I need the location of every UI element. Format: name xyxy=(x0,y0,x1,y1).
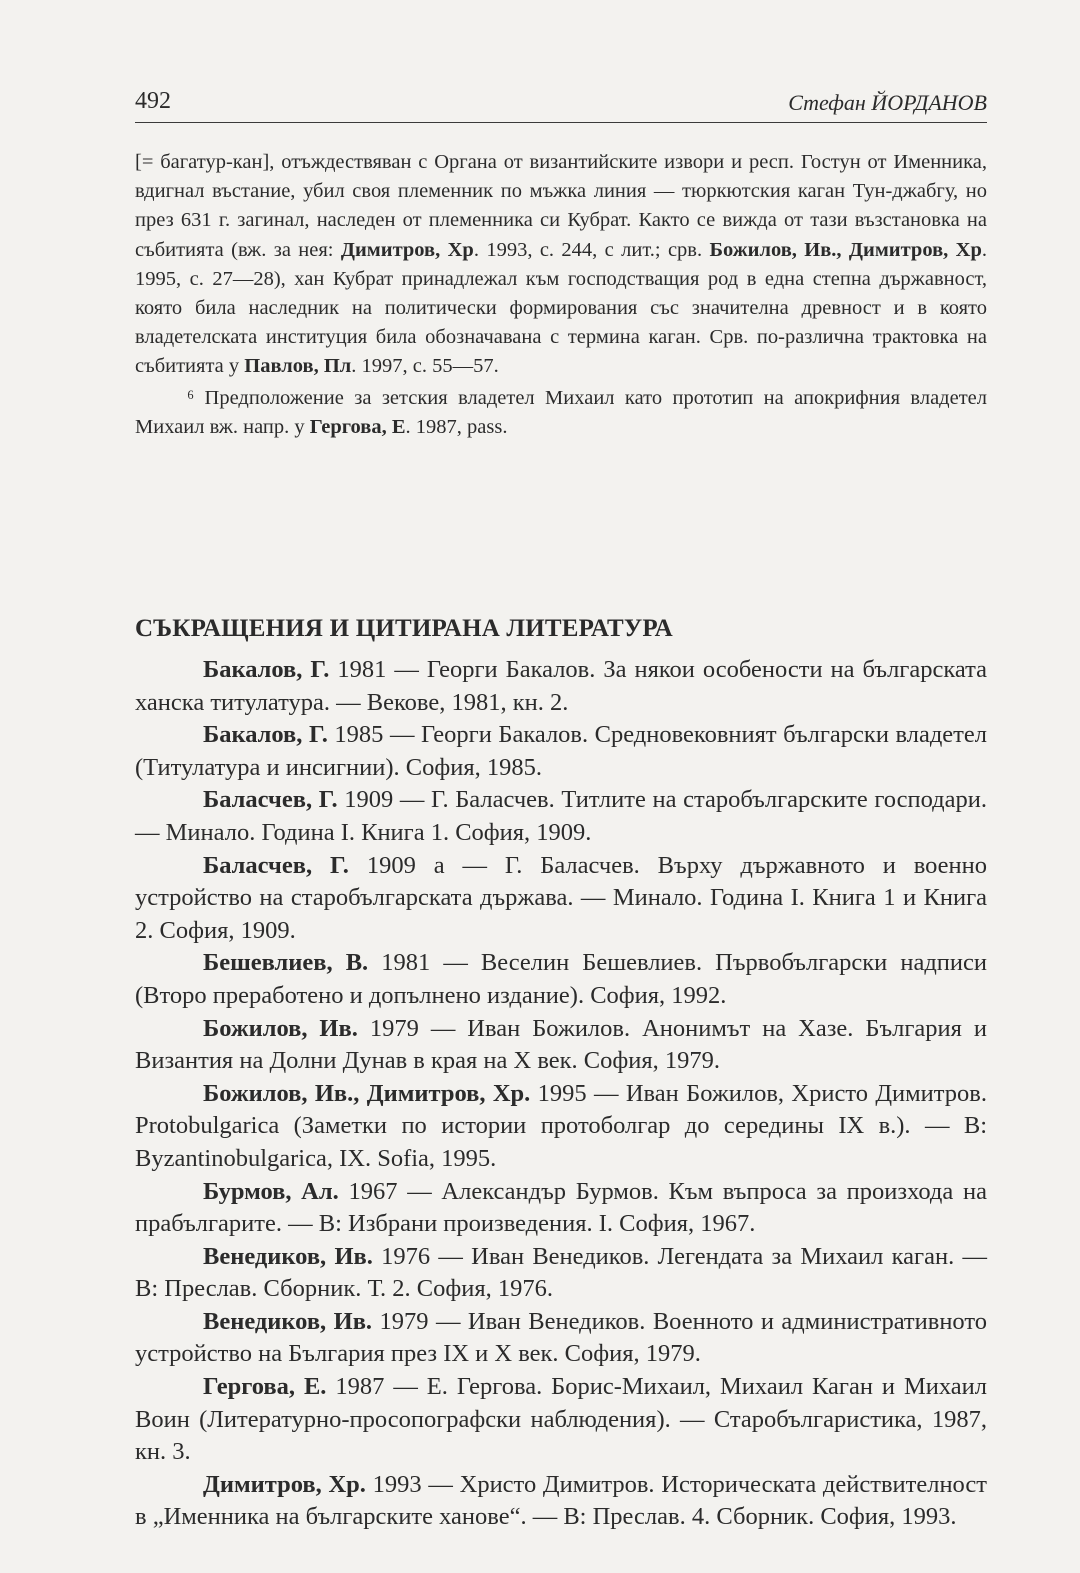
section-title: СЪКРАЩЕНИЯ И ЦИТИРАНА ЛИТЕРАТУРА xyxy=(135,615,673,642)
bib-text: 1987 — Е. Гергова. Борис-Михаил, Михаил Каган и Михаил Воин (Литературно-просопографски наблюдения). — Старобългаристика, 1987, кн. 3. xyxy=(135,1373,987,1466)
bib-author: Баласчев, Г. xyxy=(203,851,349,879)
bib-author: Бешевлиев, В. xyxy=(203,949,369,977)
bib-author: Баласчев, Г. xyxy=(203,786,338,814)
bib-entry xyxy=(135,1469,987,1534)
cited-author: Димитров, Хр xyxy=(340,238,474,261)
book-page xyxy=(135,88,988,1531)
bib-text: 1979 — Иван Венедиков. Военното и административното устройство на България през IX и X век. София, 1979. xyxy=(135,1307,987,1368)
bib-entry xyxy=(135,850,987,948)
bib-entry xyxy=(135,1176,987,1241)
bib-text: 1995 — Иван Божилов, Христо Димитров. Protobulgarica (Заметки по истории протоболгар до середины IX в.). — В: Byzantinobulgarica, IX. Sofia, 1995. xyxy=(135,1079,987,1172)
cited-author: Божилов, Ив., Димитров, Хр xyxy=(709,238,982,261)
bib-author: Венедиков, Ив. xyxy=(203,1307,373,1335)
cited-author: Павлов, Пл xyxy=(244,355,352,378)
bib-author: Божилов, Ив., Димитров, Хр. xyxy=(203,1079,531,1107)
bib-entry xyxy=(135,1241,987,1306)
bib-entry xyxy=(135,1371,987,1469)
header-rule xyxy=(135,122,987,123)
bib-author: Димитров, Хр. xyxy=(203,1470,366,1498)
bib-text: 1981 — Веселин Бешевлиев. Първобългарски надписи (Второ преработено и допълнено издание). София, 1992. xyxy=(135,949,987,1009)
running-head: Стефан ЙОРДАНОВ xyxy=(788,90,987,115)
bib-author: Бурмов, Ал. xyxy=(203,1177,339,1205)
bib-author: Бакалов, Г. xyxy=(203,721,328,749)
bib-entry xyxy=(135,947,987,1012)
bibliography xyxy=(135,654,987,1534)
bib-entry xyxy=(135,1078,987,1176)
bib-author: Божилов, Ив. xyxy=(203,1014,358,1042)
bib-entry xyxy=(135,1306,987,1371)
bib-text: 1979 — Иван Божилов. Анонимът на Хазе. България и Византия на Долни Дунав в края на X век. София, 1979. xyxy=(135,1014,988,1075)
page-header xyxy=(135,88,987,122)
cited-author: Гергова, Е xyxy=(309,415,406,438)
bib-author: Гергова, Е. xyxy=(203,1373,327,1401)
bib-text: 1909 — Г. Баласчев. Титлите на старобългарските господари. — Минало. Година I. Книга 1. София, 1909. xyxy=(135,786,987,846)
footnote-continuation: [= багатур-кан], отъждествяван с Органа от византийските извори и респ. Гостун от Именника, вдигнал въстание, убил своя племенник по мъжка линия — тюркютския каган Тун-джабгу, но през 631 г. загинал, наследен от племенника си Кубрат. Както се вижда от тази възстановка на събитията (вж. за нея: Димитров, Хр. 1993, с. 244, с лит.; срв. Божилов, Ив., Димитров, Хр. 1995, с. 27—28), хан Кубрат принадлежал към господстващия род в една степна държавност, която била наследник на политически формирования със значителна древност и в която владетелската институция била обозначавана с термина каган. Срв. по-различна трактовка на събитията у Павлов, Пл. 1997, с. 55—57. xyxy=(135,151,987,378)
bib-entry xyxy=(135,784,987,849)
bib-text: 1985 — Георги Бакалов. Средновековният български владетел (Титулатура и инсигнии). София, 1985. xyxy=(135,721,987,781)
bib-text: 1909 а — Г. Баласчев. Върху държавното и военно устройство на старобългарската държава. — Минало. Година I. Книга 1 и Книга 2. София, 1909. xyxy=(135,851,988,944)
bib-entry xyxy=(135,1013,987,1078)
footnote-6: ⁶ Предположение за зетския владетел Михаил като прототип на апокрифния владетел Михаил вж. напр. у Гергова, Е. 1987, pass. xyxy=(135,386,987,438)
bib-author: Венедиков, Ив. xyxy=(203,1242,373,1270)
bib-entry xyxy=(135,654,987,719)
bib-text: 1981 — Георги Бакалов. За някои особености на българската ханска титулатура. — Векове, 1981, кн. 2. xyxy=(135,656,987,716)
bib-entry xyxy=(135,719,987,784)
footnotes xyxy=(135,148,987,442)
bib-text: 1976 — Иван Венедиков. Легендата за Михаил каган. — В: Преслав. Сборник. Т. 2. София, 1976. xyxy=(135,1242,987,1303)
bib-author: Бакалов, Г. xyxy=(203,656,330,683)
bib-text: 1993 — Христо Димитров. Историческата действителност в „Именника на българските ханове“. — В: Преслав. 4. Сборник. София, 1993. xyxy=(135,1470,987,1531)
page-number: 492 xyxy=(135,88,171,114)
bib-text: 1967 — Александър Бурмов. Към въпроса за произхода на прабългарите. — В: Избрани произведения. I. София, 1967. xyxy=(135,1177,987,1238)
